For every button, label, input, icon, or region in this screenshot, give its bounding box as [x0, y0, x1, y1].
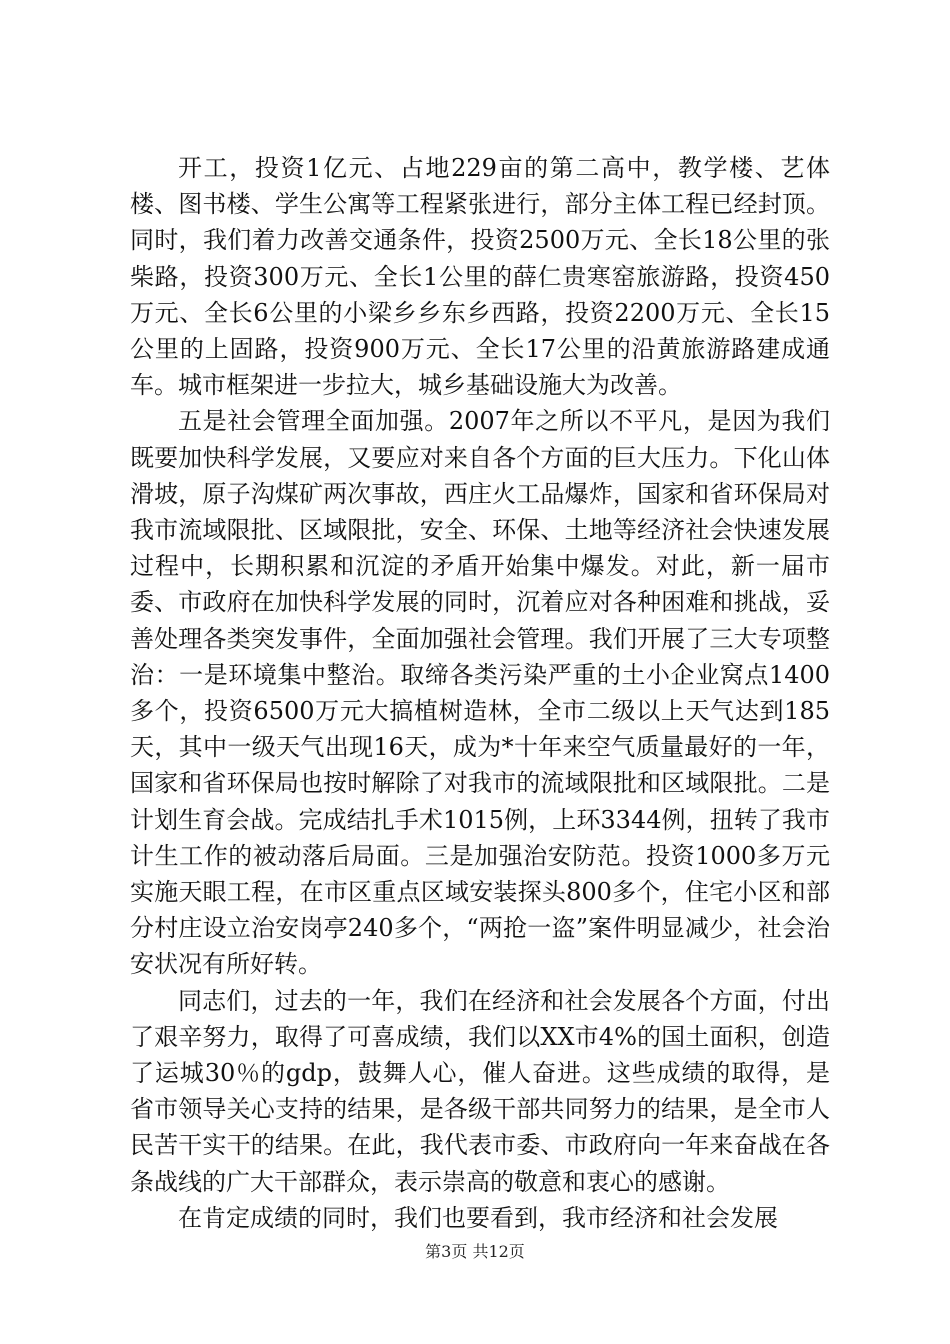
paragraph-problems: 在肯定成绩的同时，我们也要看到，我市经济和社会发展 — [178, 1203, 778, 1232]
paragraph-acknowledgement: 同志们，过去的一年，我们在经济和社会发展各个方面，付出了艰辛努力，取得了可喜成绩，我们以XX市4%的国土面积，创造了运城30％的gdp，鼓舞人心，催人奋进。这些成绩的取得，是省市领导关心支持的结果，是各级干部共同努力的结果，是全市人民苦干实干的结果。在此，我代表市委、市政府向一年来奋战在各条战线的广大干部群众，表示崇高的敬意和衷心的感谢。 — [130, 986, 830, 1196]
paragraph-infrastructure: 开工，投资1亿元、占地229亩的第二高中，教学楼、艺体楼、图书楼、学生公寓等工程紧张进行，部分主体工程已经封顶。同时，我们着力改善交通条件，投资2500万元、全长18公里的张柴路，投资300万元、全长1公里的薛仁贵寒窑旅游路，投资450万元、全长6公里的小梁乡乡东乡西路，投资2200万元、全长15公里的上固路，投资900万元、全长17公里的沿黄旅游路建成通车。城市框架进一步拉大，城乡基础设施大为改善。 — [130, 154, 830, 400]
body-text — [130, 150, 830, 1236]
paragraph-social-management: 五是社会管理全面加强。2007年之所以不平凡，是因为我们既要加快科学发展，又要应对来自各个方面的巨大压力。下化山体滑坡，原子沟煤矿两次事故，西庄火工品爆炸，国家和省环保局对我市流域限批、区域限批，安全、环保、土地等经济社会快速发展过程中，长期积累和沉淀的矛盾开始集中爆发。对此，新一届市委、市政府在加快科学发展的同时，沉着应对各种困难和挑战，妥善处理各类突发事件，全面加强社会管理。我们开展了三大专项整治：一是环境集中整治。取缔各类污染严重的土小企业窝点1400多个，投资6500万元大搞植树造林，全市二级以上天气达到185天，其中一级天气出现16天，成为*十年来空气质量最好的一年，国家和省环保局也按时解除了对我市的流域限批和区域限批。二是计划生育会战。完成结扎手术1015例，上环3344例，扭转了我市计生工作的被动落后局面。三是加强治安防范。投资1000多万元实施天眼工程，在市区重点区域安装探头800多个，住宅小区和部分村庄设立治安岗亭240多个，“两抢一盗”案件明显减少，社会治安状况有所好转。 — [130, 407, 830, 979]
page-footer: 第3页 共12页 — [425, 1242, 525, 1261]
